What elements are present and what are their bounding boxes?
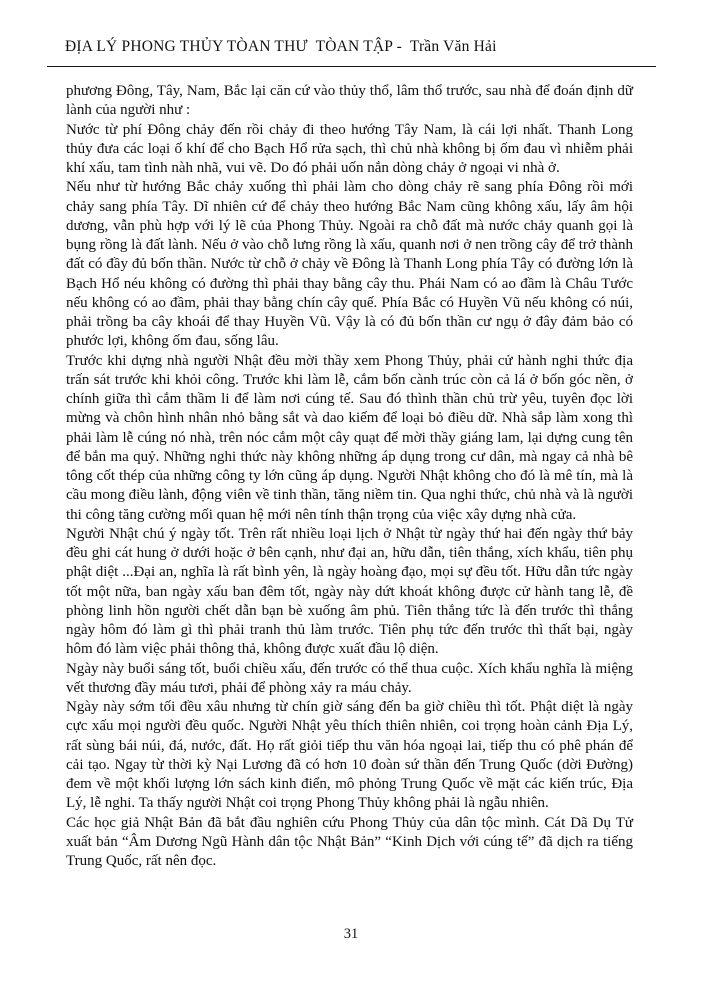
body-paragraph: phương Đông, Tây, Nam, Bắc lại căn cứ vào thủy thổ, lâm thổ trước, sau nhà để đoán định dữ lành của người như : — [66, 83, 633, 119]
body-paragraph: Ngày này sớm tối đều xâu nhưng từ chín giờ sáng đến ba giờ chiều thì tốt. Phật diệt là ngày cực xấu mọi người đều quốc. Người Nhật yêu thích thiên nhiên, coi trọng hoàn cảnh Địa Lý, rất sùng bái núi, đá, nước, đất. Họ rất giỏi tiếp thu văn hóa ngoại lai, tiếp thu có phê phán để cải tạo. Ngay từ thời kỳ Nại Lương đã có hơn 10 đoàn sứ thần đến Trung Quốc (dời Đường) đem về một khối lượng lớn sách kinh điển, mô phỏng Trung Quốc về mặt các kiến trúc, Địa Lý, lễ nghi. Ta thấy người Nhật coi trọng Phong Thủy không phải là ngẫu nhiên. — [66, 699, 633, 812]
header-divider — [47, 66, 656, 67]
body-paragraph: Trước khi dựng nhà người Nhật đều mời thầy xem Phong Thủy, phải cử hành nghi thức địa trấn sát trước khi khỏi công. Trước khi làm lễ, cắm bốn cành trúc còn cả lá ở bốn góc nền, ở chính giữa thì cắm thầm li để làm nơi cúng tế. Sau đó thình thần chủ trừ yêu, tuyên đọc lời mừng và chôn hình nhân nhỏ bằng sắt và dao kiếm để loại bỏ điều dữ. Nhà sắp làm xong thì phải làm lễ cúng nó nhà, trên nóc cắm một cây quạt để mời thầy giáng lam, lại dựng cung tên để bắn ma quỷ. Những nghi thức này không những áp dụng trong cư dân, mà ngay cả nhà bê tông cốt thép của những công ty lớn cũng áp dụng. Người Nhật không cho đó là mê tín, mà là cầu mong điều lành, động viên về tinh thần, tăng niềm tin. Qua nghi thức, chủ nhà và là người thi công tăng cường mối quan hệ mới nên tính thận trọng của việc xây dựng nhà cửa. — [66, 352, 633, 523]
page-number: 31 — [343, 926, 359, 942]
body-paragraph: Người Nhật chú ý ngày tốt. Trên rất nhiều loại lịch ở Nhật từ ngày thứ hai đến ngày thứ bảy đều ghi cát hung ở dưới hoặc ở bên cạnh, như đại an, hữu dẫn, tiên thắng, xích khẩu, tiên phụ phật diệt ...Đại an, nghĩa là rất bình yên, là ngày hoàng đạo, mọi sự đều tốt. Hữu dẫn tức ngày tốt một nữa, ban ngày xấu ban đêm tốt, ngày này dứt khoát không được cử hành tang lễ, đề phòng linh hồn người chết dẫn bạn bè xuống âm phủ. Tiên thắng tức là đến trước thì thắng ngày hôm đó làm gì thì phải tranh thủ làm trước. Tiên phụ tức đến trước thì thất bại, ngày hôm đó làm việc phải thông thả, không được xuất đầu lộ diện. — [66, 525, 633, 658]
body-text — [66, 82, 633, 871]
body-paragraph: Các học giả Nhật Bản đã bắt đầu nghiên cứu Phong Thủy của dân tộc mình. Cát Dã Dụ Tử xuất bản “Âm Dương Ngũ Hành dân tộc Nhật Bản” “Kinh Dịch với cúng tế” đã dịch ra tiếng Trung Quốc, rất nên đọc. — [66, 814, 633, 869]
body-paragraph: Ngày này buổi sáng tốt, buổi chiều xấu, đến trước có thể thua cuộc. Xích khẩu nghĩa là miệng vết thương đầy máu tươi, phải để phòng xảy ra máu chảy. — [66, 660, 633, 696]
body-paragraph: Nếu như từ hướng Bắc chảy xuống thì phải làm cho dòng chảy rẽ sang phía Đông rồi mới chảy sang phía Tây. Dĩ nhiên cứ để chảy theo hướng Bắc Nam cũng không xấu, lấy âm hội dương, vẫn phù hợp với lý lẽ của Phong Thủy. Ngoài ra chỗ đất mà nước chảy quanh gọi là bụng rồng là đất lành. Nếu ở vào chỗ lưng rồng là xấu, quanh nơi ở nen trồng cây để trở thành đất có đầy đủ bốn thần. Nước từ chỗ ở chảy về Đông là Thanh Long phía Tây có đường lớn là Bạch Hổ néu không có đường thì phải thay bằng cây thu. Phái Nam có ao đầm là Châu Tước nếu không có ao đầm, phải thay bằng chín cây quế. Phía Bắc có Huyền Vũ nếu không có núi, phải trồng ba cây khoái để thay Huyền Vũ. Vậy là có đủ bốn thần cư ngụ ở đây đảm bảo có phước lợi, không ốm đau, sống lâu. — [66, 179, 633, 350]
body-paragraph: Nước từ phí Đông chảy đến rồi chảy đi theo hướng Tây Nam, là cái lợi nhất. Thanh Long thủy đưa các loại ố khí để cho Bạch Hổ rửa sạch, thì chủ nhà không bị ốm đau vì nhiễm phải khí xấu, tam tình nàh nhã, vui vẽ. Do đó phải uốn nắn dòng chảy ở ngoại vi nhà ở. — [66, 121, 633, 176]
page-header-title: ĐỊA LÝ PHONG THỦY TÒAN THƯ TÒAN TẬP - Trần Văn Hải — [65, 38, 497, 55]
